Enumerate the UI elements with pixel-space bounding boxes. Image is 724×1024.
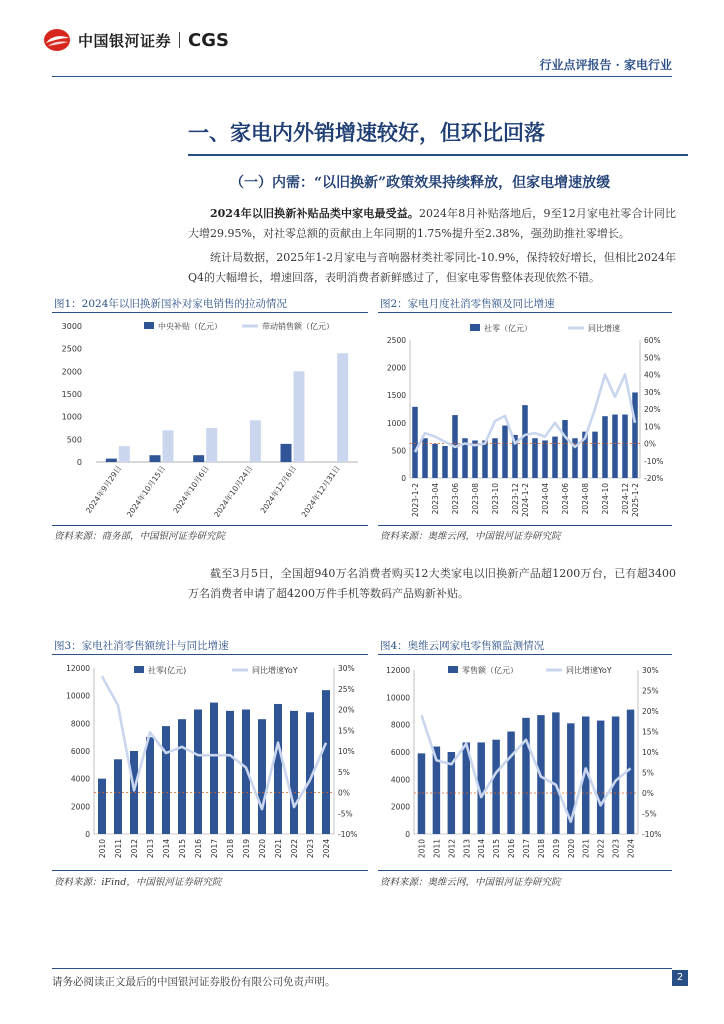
fig1-title: 图1：2024年以旧换新国补对家电销售的拉动情况: [54, 298, 287, 310]
fig4-chart: [378, 656, 672, 868]
y-tick-label: 1000: [386, 418, 406, 428]
bar: [294, 371, 305, 462]
x-tick-label: 2012: [447, 839, 457, 859]
legend-label: 社零（亿元）: [484, 324, 532, 333]
bar: [612, 716, 619, 834]
legend-swatch-bar: [144, 322, 154, 329]
fig3-chart: [52, 656, 368, 868]
x-tick-label: 2018: [536, 839, 546, 859]
y-tick-label: 12000: [66, 664, 90, 673]
section-title-rule: [188, 154, 688, 156]
logo-divider: [179, 32, 180, 48]
x-tick-label: 2012: [130, 839, 139, 859]
bar: [418, 753, 425, 834]
bar: [562, 420, 568, 478]
y-tick-label: 1500: [61, 390, 82, 399]
y-tick-label: 4000: [390, 775, 410, 785]
x-tick-label: 2016: [507, 839, 517, 859]
x-tick-label: 2019: [242, 839, 251, 859]
y-tick-label: 2000: [61, 367, 82, 377]
y2-tick-label: -20%: [644, 474, 664, 483]
section-subtitle: （一）内需：“以旧换新”政策效果持续释放，但家电增速放缓: [230, 175, 611, 191]
fig3-title-rule: [52, 654, 368, 655]
x-tick-label: 2024-06: [561, 483, 570, 515]
x-tick-label: 2024-08: [581, 483, 590, 515]
x-tick-label: 2024年10月15日: [124, 463, 168, 519]
bar: [442, 446, 448, 478]
fig4-title-rule: [378, 654, 672, 655]
legend-swatch-bar: [470, 324, 480, 331]
bar: [502, 426, 508, 478]
fig3-title: 图3：家电社消零售额统计与同比增速: [54, 640, 229, 652]
brand-name-cn: 中国银河证券: [78, 31, 172, 50]
x-tick-label: 2011: [114, 839, 123, 859]
bar: [507, 732, 514, 835]
bar: [146, 737, 154, 834]
y-tick-label: 10000: [386, 693, 410, 703]
fig2-title: 图2：家电月度社消零售额及同比增速: [380, 298, 555, 310]
x-tick-label: 2023-12: [511, 483, 520, 515]
bar: [482, 440, 488, 478]
y2-tick-label: 50%: [644, 353, 661, 363]
x-tick-label: 2024: [626, 839, 636, 859]
y2-tick-label: 10%: [338, 747, 355, 756]
x-tick-label: 2024-04: [541, 483, 550, 515]
y-tick-label: 0: [405, 830, 410, 839]
x-tick-label: 2014: [162, 839, 171, 859]
legend-label: 带动销售额（亿元）: [262, 322, 334, 331]
legend-label: 同比增速YoY: [566, 666, 612, 675]
bar: [632, 392, 638, 478]
y-tick-label: 0: [85, 830, 90, 839]
x-tick-label: 2015: [178, 839, 187, 859]
y2-tick-label: 30%: [644, 387, 661, 397]
y2-tick-label: -10%: [338, 830, 358, 839]
bar: [178, 719, 186, 834]
y2-tick-label: 30%: [642, 666, 659, 675]
legend-label: 同比增速YoY: [252, 666, 298, 675]
x-tick-label: 2017: [210, 839, 219, 859]
y2-tick-label: 10%: [642, 748, 659, 757]
x-tick-label: 2021: [581, 839, 591, 859]
x-tick-label: 2024-12: [621, 483, 630, 515]
y-tick-label: 500: [391, 446, 406, 456]
x-tick-label: 2024: [322, 839, 331, 859]
bar: [250, 420, 261, 462]
fig4-title: 图4：奥维云网家电零售额监测情况: [380, 640, 545, 652]
x-tick-label: 2024年12月6日: [258, 463, 299, 515]
x-tick-label: 2024年10月6日: [171, 463, 211, 515]
y-tick-label: 4000: [70, 774, 90, 784]
x-tick-label: 2023-1-2: [411, 483, 420, 518]
footer-divider: [52, 968, 672, 969]
y2-tick-label: 25%: [338, 684, 355, 694]
bar: [622, 415, 628, 478]
y2-tick-label: 5%: [642, 768, 654, 778]
x-tick-label: 2023-08: [471, 483, 480, 515]
paragraph-3: 截至3月5日，全国超940万名消费者购买12大类家电以旧换新产品超1200万台，已有超3400万名消费者申请了超4200万件手机等数码产品购新补贴。: [188, 567, 676, 600]
y-tick-label: 2000: [386, 363, 406, 373]
paragraph-1: [188, 204, 676, 244]
bar: [206, 428, 217, 462]
y-tick-label: 0: [76, 458, 82, 467]
bar: [422, 438, 428, 478]
bar: [412, 407, 418, 478]
y2-tick-label: 20%: [642, 707, 659, 716]
fig2-bottom-rule: [378, 525, 672, 526]
x-tick-label: 2023-04: [431, 483, 440, 515]
bar: [258, 719, 266, 834]
paragraph-1-lead: 2024年以旧换新补贴品类中家电最受益。: [210, 207, 420, 220]
y-tick-label: 8000: [70, 719, 90, 729]
bar: [532, 438, 538, 478]
x-tick-label: 2024年9月29日: [84, 463, 124, 515]
x-tick-label: 2014: [477, 839, 487, 859]
x-tick-label: 2015: [492, 839, 502, 859]
bar: [592, 432, 598, 478]
y2-tick-label: 0%: [338, 788, 350, 798]
bar: [552, 437, 558, 478]
bar: [274, 704, 282, 834]
legend-label: 中央补贴（亿元）: [158, 322, 222, 331]
bar: [114, 759, 122, 834]
x-tick-label: 2020: [258, 839, 267, 859]
legend-label: 零售额（亿元）: [462, 666, 518, 675]
section-title: 一、家电内外销增速较好，但环比回落: [188, 120, 545, 145]
fig1-title-rule: [52, 312, 368, 313]
y2-tick-label: -5%: [338, 809, 353, 819]
brand-name-en: CGS: [188, 29, 229, 51]
bar: [522, 405, 528, 478]
fig4-source: 资料来源：奥维云网，中国银河证券研究院: [380, 877, 561, 888]
x-tick-label: 2024年12月31日: [299, 463, 342, 519]
x-tick-label: 2011: [432, 839, 442, 859]
y2-tick-label: 15%: [642, 727, 659, 737]
page-number: 2: [672, 970, 688, 986]
bar: [150, 455, 161, 462]
legend-swatch-bar: [134, 666, 144, 673]
x-tick-label: 2017: [522, 839, 531, 859]
bar: [337, 353, 348, 462]
bar: [226, 711, 234, 834]
bar: [281, 444, 292, 462]
fig3-bottom-rule: [52, 870, 368, 871]
bar: [193, 455, 204, 462]
y2-tick-label: 25%: [642, 686, 659, 696]
x-tick-label: 2023: [611, 839, 621, 859]
y2-tick-label: -5%: [642, 809, 657, 819]
bar: [552, 712, 559, 834]
y2-tick-label: 10%: [644, 422, 661, 432]
x-tick-label: 2022: [596, 839, 606, 859]
y-tick-label: 500: [66, 435, 82, 445]
bar: [322, 690, 330, 834]
bar: [432, 444, 438, 478]
x-tick-label: 2016: [194, 839, 203, 859]
paragraph-2: 统计局数据，2025年1-2月家电与音响器材类社零同比-10.9%，保持较好增长，但相比2024年Q4的大幅增长，增速回落，表明消费者新鲜感过了，但家电零售整体表现依然不错。: [188, 251, 676, 284]
fig2-chart: [378, 314, 672, 522]
fig1-source: 资料来源：商务部，中国银河证券研究院: [54, 531, 226, 542]
x-tick-label: 2022: [290, 839, 299, 859]
fig4-bottom-rule: [378, 870, 672, 871]
x-tick-label: 2023-06: [451, 483, 460, 515]
x-tick-label: 2024-1-2: [521, 483, 530, 518]
fig1-chart: [52, 314, 368, 522]
fig3-source: 资料来源：iFind，中国银河证券研究院: [54, 877, 222, 888]
y2-tick-label: 30%: [338, 664, 355, 673]
bar: [194, 710, 202, 835]
y2-tick-label: 20%: [338, 705, 355, 715]
fig2-source: 资料来源：奥维云网，中国银河证券研究院: [380, 531, 561, 542]
header-divider: [52, 76, 672, 77]
paragraph-1-body: 2024年8月补贴落地后，9至12月家电社零合计同比大增29.95%，对社零总额的贡献由上年同期的1.75%提升至2.38%，强劲助推社零增长。: [188, 207, 676, 240]
fig2-title-rule: [378, 312, 672, 313]
footer-disclaimer: 请务必阅读正文最后的中国银河证券股份有限公司免责声明。: [52, 976, 336, 988]
y-tick-label: 8000: [390, 720, 410, 730]
y-tick-label: 6000: [390, 748, 410, 757]
x-tick-label: 2024-10: [601, 483, 610, 515]
x-tick-label: 2013: [146, 839, 155, 859]
x-tick-label: 2018: [226, 839, 235, 859]
bar: [98, 779, 106, 834]
y-tick-label: 3000: [61, 322, 82, 331]
bar: [106, 459, 117, 462]
y2-tick-label: 5%: [338, 767, 350, 777]
x-tick-label: 2023-10: [491, 483, 500, 515]
y2-tick-label: 40%: [644, 370, 661, 380]
x-tick-label: 2021: [274, 839, 283, 859]
bar: [492, 740, 499, 834]
x-tick-label: 2024年10月24日: [212, 463, 255, 519]
x-tick-label: 2019: [551, 839, 561, 859]
x-tick-label: 2025-1-2: [631, 483, 640, 518]
bar: [542, 440, 548, 478]
fig1-bottom-rule: [52, 525, 368, 526]
company-logo: [42, 27, 229, 53]
legend-swatch-bar: [448, 666, 458, 673]
y-tick-label: 2500: [61, 344, 82, 354]
bar: [290, 711, 298, 834]
y-tick-label: 12000: [386, 666, 410, 675]
x-tick-label: 2013: [462, 839, 472, 859]
bar: [492, 438, 498, 478]
y2-tick-label: 15%: [338, 726, 355, 736]
y-tick-label: 0: [401, 474, 406, 483]
report-type-label: 行业点评报告 · 家电行业: [539, 58, 672, 72]
bar: [602, 416, 608, 478]
y2-tick-label: 0%: [644, 439, 656, 449]
y-tick-label: 10000: [66, 691, 90, 701]
legend-label: 社零(亿元): [148, 666, 187, 675]
bar: [163, 430, 174, 462]
legend-label: 同比增速: [588, 324, 620, 333]
y2-tick-label: 20%: [644, 405, 661, 414]
bar: [210, 703, 218, 834]
bar: [522, 718, 529, 834]
x-tick-label: 2020: [566, 839, 576, 859]
bar: [162, 726, 170, 834]
y-tick-label: 1000: [61, 412, 82, 422]
x-tick-label: 2010: [98, 839, 107, 859]
bar: [597, 721, 604, 834]
x-tick-label: 2010: [417, 839, 427, 859]
bar: [119, 446, 130, 462]
x-tick-label: 2023: [306, 839, 315, 859]
y-tick-label: 2000: [390, 802, 410, 812]
y-tick-label: 6000: [70, 747, 90, 756]
y-tick-label: 2500: [386, 336, 406, 345]
galaxy-logo-icon: [42, 27, 72, 53]
y-tick-label: 2000: [70, 802, 90, 812]
y2-tick-label: 0%: [642, 789, 654, 798]
y2-tick-label: 60%: [644, 336, 661, 345]
y2-tick-label: -10%: [644, 456, 664, 466]
y2-tick-label: -10%: [642, 830, 662, 839]
bar: [612, 415, 618, 478]
y-tick-label: 1500: [386, 391, 406, 401]
